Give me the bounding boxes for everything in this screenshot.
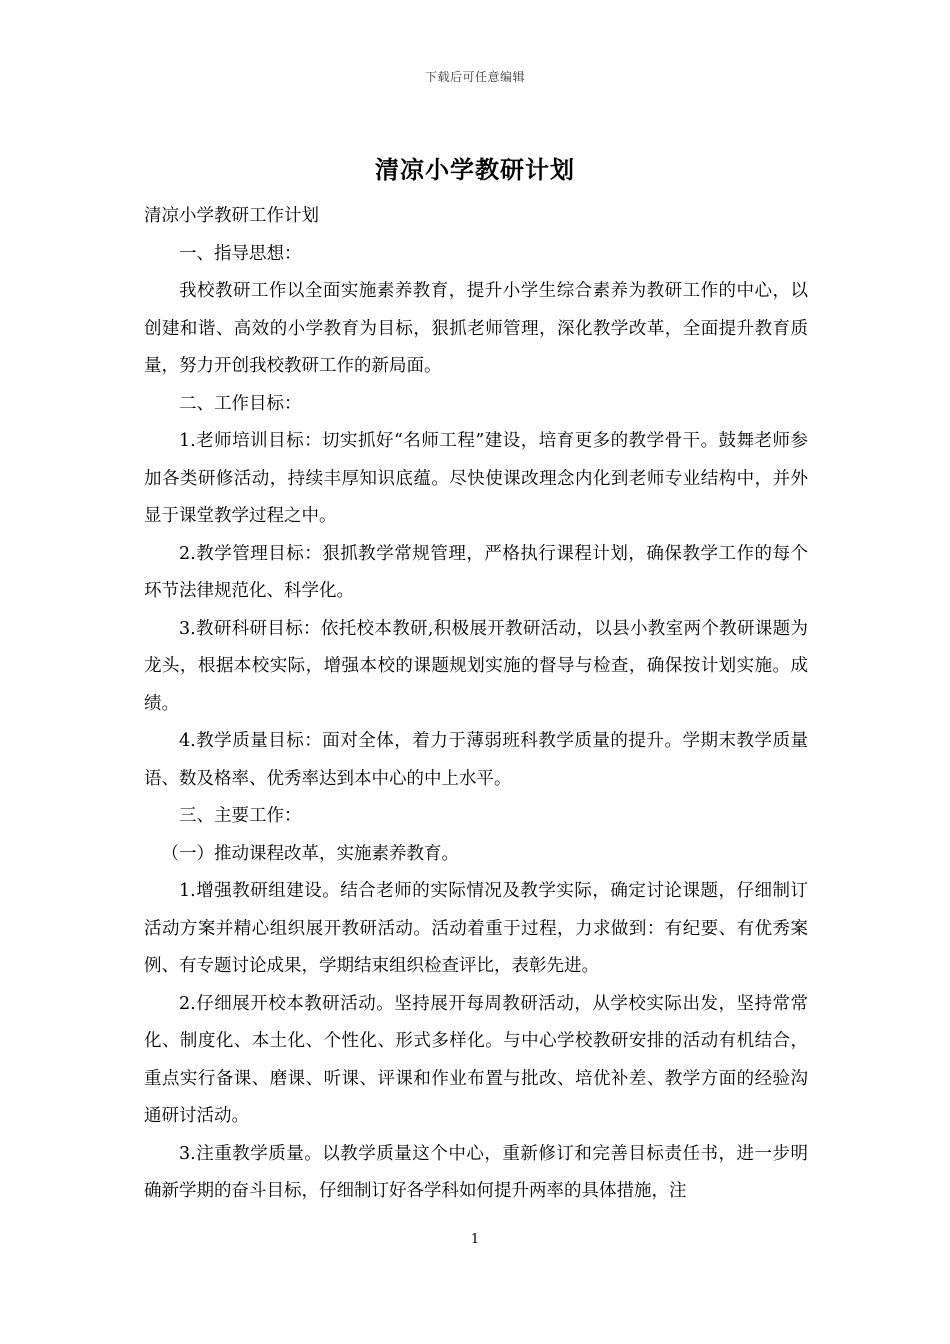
paragraph: 1.老师培训目标：切实抓好“名师工程”建设，培育更多的教学骨干。鼓舞老师参加各类研修活动，持续丰厚知识底蕴。尽快使课改理念内化到老师专业结构中，并外显于课堂教学过程之中。 — [144, 431, 808, 526]
subsection-heading: （一）推动课程改革，实施素养教育。 — [161, 843, 459, 864]
page-header: 下载后可任意编辑 — [424, 70, 525, 84]
paragraph-subtitle: 清凉小学教研工作计划 — [144, 206, 319, 226]
paragraph: 2.仔细展开校本教研活动。坚持展开每周教研活动，从学校实际出发，坚持常常化、制度化、本土化、个性化、形式多样化。与中心学校教研安排的活动有机结合，重点实行备课、磨课、听课、评课和作业布置与批改、培优补差、教学方面的经验沟通研讨活动。 — [144, 993, 808, 1126]
page-number: 1 — [470, 1232, 480, 1247]
paragraph: 1.增强教研组建设。结合老师的实际情况及教学实际，确定讨论课题，仔细制订活动方案并精心组织展开教研活动。活动着重于过程，力求做到：有纪要、有优秀案例、有专题讨论成果，学期结束组织检查评比，表彰先进。 — [144, 881, 808, 976]
section-heading-guiding-ideology: 一、指导思想： — [179, 243, 302, 264]
document-title: 清凉小学教研计划 — [375, 155, 575, 184]
paragraph: 3.教研科研目标：依托校本教研,积极展开教研活动，以县小教室两个教研课题为龙头，根据本校实际，增强本校的课题规划实施的督导与检查，确保按计划实施。成绩。 — [144, 618, 808, 714]
paragraph: 2.教学管理目标：狠抓教学常规管理，严格执行课程计划，确保教学工作的每个环节法律规范化、科学化。 — [144, 543, 808, 601]
document-body — [144, 198, 808, 1211]
paragraph: 我校教研工作以全面实施素养教育，提升小学生综合素养为教研工作的中心，以创建和谐、高效的小学教育为目标，狠抓老师管理，深化教学改革，全面提升教育质量，努力开创我校教研工作的新局面。 — [144, 281, 808, 376]
section-heading-main-work: 三、主要工作： — [179, 806, 302, 826]
paragraph: 3.注重教学质量。以教学质量这个中心，重新修订和完善目标责任书，进一步明确新学期的奋斗目标，仔细制订好各学科如何提升两率的具体措施，注 — [144, 1143, 808, 1201]
paragraph: 4.教学质量目标：面对全体，着力于薄弱班科教学质量的提升。学期末教学质量语、数及格率、优秀率达到本中心的中上水平。 — [144, 731, 808, 789]
section-heading-work-goals: 二、工作目标： — [179, 393, 302, 414]
